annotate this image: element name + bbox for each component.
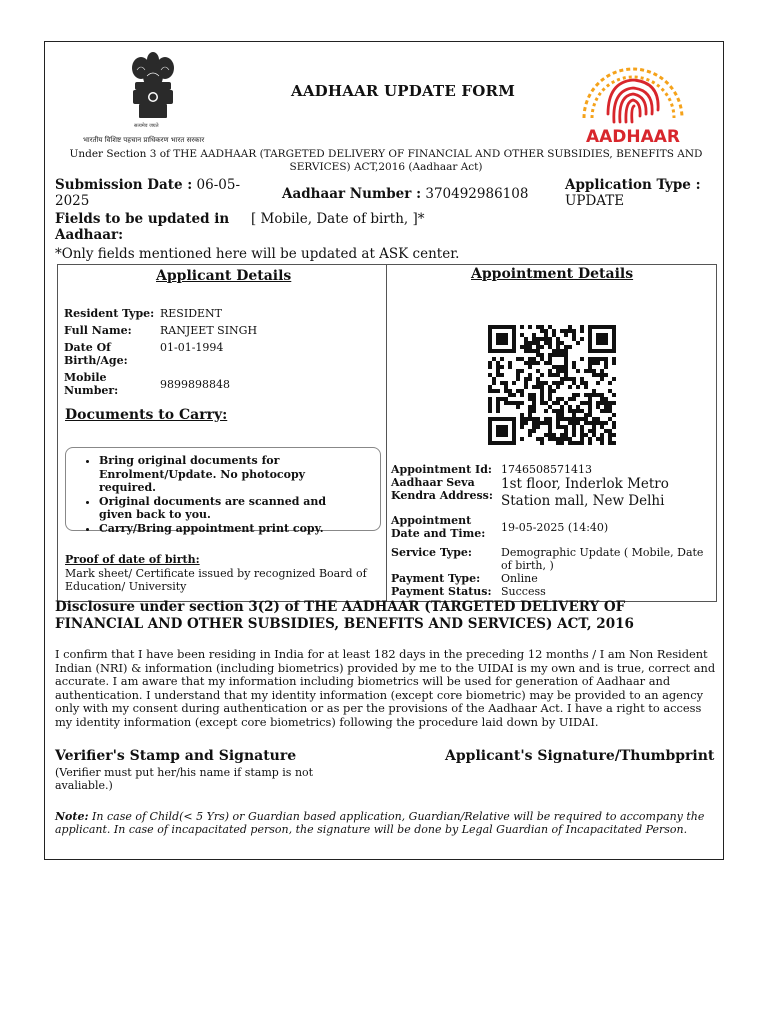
ask-center-note: *Only fields mentioned here will be updated at ASK center. xyxy=(55,246,460,262)
verifier-heading: Verifier's Stamp and Signature xyxy=(55,748,297,764)
details-box xyxy=(57,264,717,602)
aadhaar-number-value: 370492986108 xyxy=(425,186,529,202)
fields-to-update-value: [ Mobile, Date of birth, ]* xyxy=(251,211,425,227)
footer-note-label: Note: xyxy=(55,810,89,823)
mobile-label: Mobile Number: xyxy=(64,371,119,397)
appointment-details-table xyxy=(391,463,711,598)
payment-status-value: Success xyxy=(501,585,546,598)
service-type-label: Service Type: xyxy=(391,546,472,559)
mobile-value: 9899898848 xyxy=(160,377,230,391)
table-row xyxy=(391,540,711,572)
payment-type-label: Payment Type: xyxy=(391,572,481,585)
appointment-id-label: Appointment Id: xyxy=(391,463,492,476)
verifier-note: (Verifier must put her/his name if stamp is not avaliable.) xyxy=(55,766,314,792)
payment-status-label: Payment Status: xyxy=(391,585,492,598)
service-type-value: Demographic Update ( Mobile, Date of birth, ) xyxy=(501,546,704,572)
fields-to-update-label: Fields to be updated in Aadhaar: xyxy=(55,211,230,243)
disclosure-heading: Disclosure under section 3(2) of THE AADHAAR (TARGETED DELIVERY OF FINANCIAL AND OTHER SUBSIDIES, BENEFITS AND SERVICES) ACT, 2016 xyxy=(55,599,634,632)
appointment-details-heading: Appointment Details xyxy=(471,266,634,282)
kendra-address-label: Aadhaar Seva Kendra Address: xyxy=(391,476,493,502)
applicant-details-table xyxy=(64,307,257,397)
aadhaar-number-label: Aadhaar Number : xyxy=(282,186,422,202)
full-name-value: RANJEET SINGH xyxy=(160,324,258,337)
appointment-datetime-label: Appointment Date and Time: xyxy=(391,514,486,540)
table-row xyxy=(64,324,257,341)
submission-date-value: 06-05-2025 xyxy=(55,177,241,209)
table-row xyxy=(391,585,711,598)
appointment-id-value: 1746508571413 xyxy=(501,463,592,476)
emblem-motto: सत्यमेव जयते xyxy=(134,123,159,129)
aadhaar-update-form xyxy=(44,41,724,860)
table-row xyxy=(391,476,711,514)
list-item: • Original documents are scanned and given back to you. xyxy=(99,495,339,522)
aadhaar-logo xyxy=(570,56,696,148)
list-item: • Bring original documents for Enrolment/Update. No photocopy required. xyxy=(99,454,339,495)
aadhaar-logo-text: AADHAAR xyxy=(585,127,681,147)
application-type-label: Application Type : xyxy=(565,177,701,193)
dob-label: Date Of Birth/Age: xyxy=(64,341,128,367)
footer-note xyxy=(55,810,717,836)
table-row xyxy=(64,371,257,397)
disclosure-text: I confirm that I have been residing in India for at least 182 days in the preceding 12 months / I am Non Resident Indian (NRI) & information (including biometrics) provided by me to the UIDAI is my own and is true, correct and accurate. I am aware that my information including biometrics will be used for generation of Aadhaar and authentication. I understand that my identity information (except core biometric) may be provided to an agency only with my consent during authentication or as per the provisions of the Aadhaar Act. I have a right to access my identity information (except core biometrics) following the procedure laid down by UIDAI. xyxy=(55,647,716,729)
full-name-label: Full Name: xyxy=(64,324,132,337)
table-row xyxy=(391,514,711,540)
submission-date xyxy=(55,177,255,209)
appointment-qr-code xyxy=(488,325,616,445)
application-type-value: UPDATE xyxy=(565,193,625,209)
aadhaar-number xyxy=(282,186,582,202)
applicant-details-heading: Applicant Details xyxy=(156,268,292,284)
documents-list-box xyxy=(65,447,381,535)
documents-list xyxy=(66,454,339,535)
submission-date-label: Submission Date : xyxy=(55,177,193,193)
dob-value: 01-01-1994 xyxy=(160,341,224,354)
applicant-signature-heading: Applicant's Signature/Thumbprint xyxy=(445,748,715,764)
table-row xyxy=(391,463,711,476)
appointment-datetime-value: 19-05-2025 (14:40) xyxy=(501,520,609,534)
documents-heading: Documents to Carry: xyxy=(65,407,228,423)
table-row xyxy=(64,307,257,324)
footer-note-text: In case of Child(< 5 Yrs) or Guardian based application, Guardian/Relative will be required to accompany the applicant. In case of incapacitated person, the signature will be done by Legal Guardian of Incapacitated Person. xyxy=(55,810,705,836)
application-type xyxy=(565,177,721,209)
proof-heading: Proof of date of birth: xyxy=(65,553,200,566)
column-divider xyxy=(386,265,387,601)
list-item: • Carry/Bring appointment print copy. xyxy=(99,522,339,536)
authority-name-hindi: भारतीय विशिष्ट पहचान प्राधिकरण भारत सरकार xyxy=(83,136,205,144)
resident-type-value: RESIDENT xyxy=(160,307,223,320)
act-subtitle: Under Section 3 of THE AADHAAR (TARGETED DELIVERY OF FINANCIAL AND OTHER SUBSIDIES, BENEFITS AND SERVICES) ACT,2016 (Aadhaar Act) xyxy=(69,148,703,173)
table-row xyxy=(64,341,257,371)
proof-text: Mark sheet/ Certificate issued by recognized Board of Education/ University xyxy=(65,567,367,593)
page-title: AADHAAR UPDATE FORM xyxy=(291,82,516,100)
kendra-address-value: 1st floor, Inderlok Metro Station mall, New Delhi xyxy=(501,476,669,509)
table-row xyxy=(391,572,711,585)
resident-type-label: Resident Type: xyxy=(64,307,155,320)
payment-type-value: Online xyxy=(501,572,538,585)
